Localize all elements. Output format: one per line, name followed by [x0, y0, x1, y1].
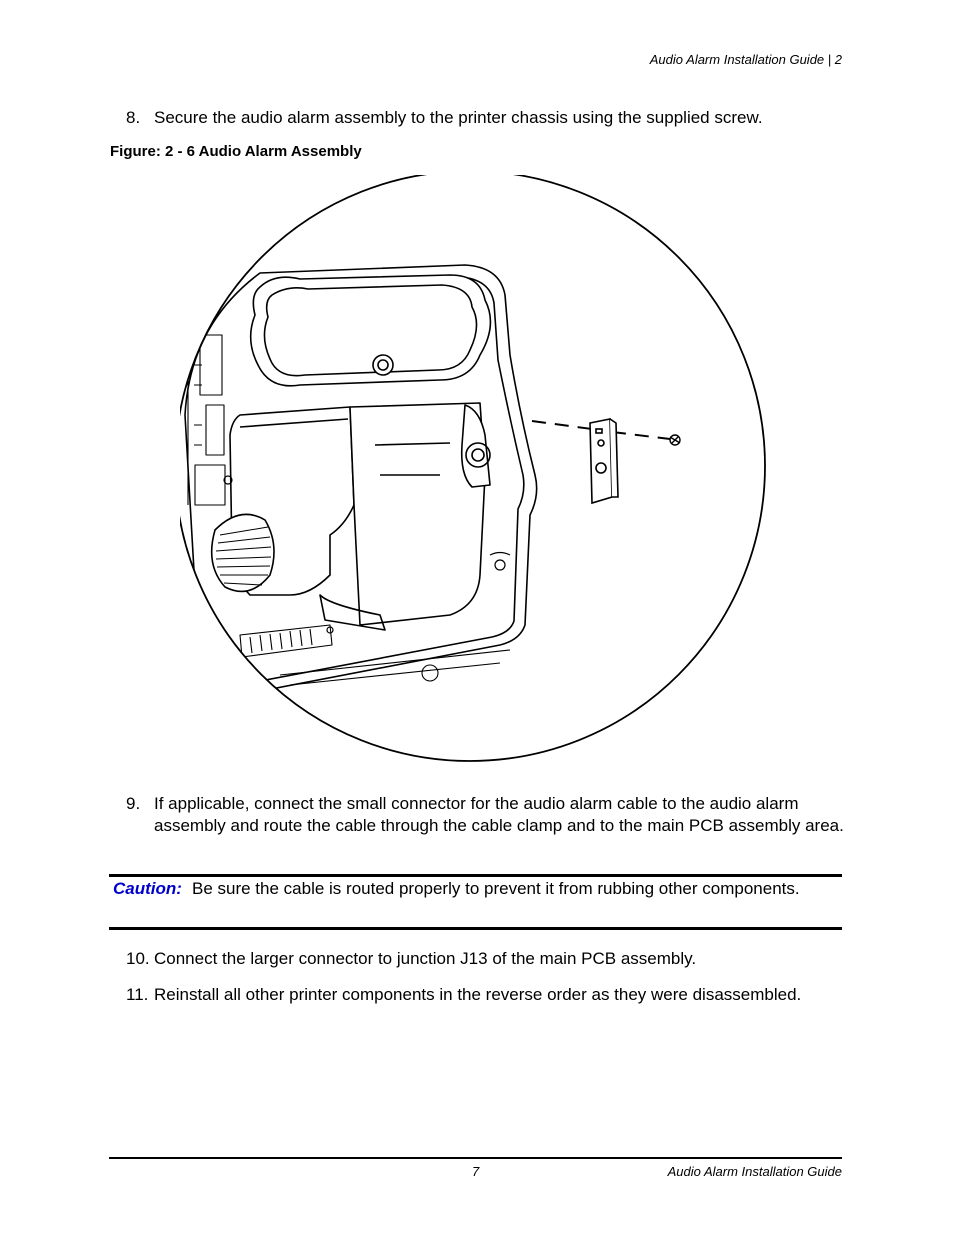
- step-number: 8.: [126, 108, 141, 127]
- step-text: If applicable, connect the small connector for the audio alarm cable to the audio alarm assembly and route the cable through the cable clamp and to the main PCB assembly area.: [154, 794, 844, 835]
- step-number: 11.: [126, 985, 149, 1004]
- page-number: 7: [472, 1164, 480, 1179]
- step-text: Connect the larger connector to junction J13 of the main PCB assembly.: [154, 949, 697, 968]
- caution-label: Caution:: [113, 879, 182, 898]
- step-number: 10.: [126, 949, 150, 968]
- footer-title: Audio Alarm Installation Guide: [667, 1164, 842, 1179]
- step-text: Reinstall all other printer components in the reverse order as they were disassembled.: [154, 985, 802, 1004]
- running-header: Audio Alarm Installation Guide | 2: [649, 52, 842, 67]
- step-text: Secure the audio alarm assembly to the printer chassis using the supplied screw.: [154, 108, 763, 127]
- assembly-illustration: [180, 175, 780, 770]
- caution-top-rule: [109, 874, 842, 877]
- footer-rule: [109, 1157, 842, 1159]
- audio-alarm-assembly-figure: [180, 175, 780, 770]
- step-number: 9.: [126, 794, 141, 813]
- figure-caption: Figure: 2 - 6 Audio Alarm Assembly: [110, 143, 362, 160]
- caution-text: Be sure the cable is routed properly to prevent it from rubbing other components.: [192, 879, 800, 898]
- caution-bottom-rule: [109, 927, 842, 930]
